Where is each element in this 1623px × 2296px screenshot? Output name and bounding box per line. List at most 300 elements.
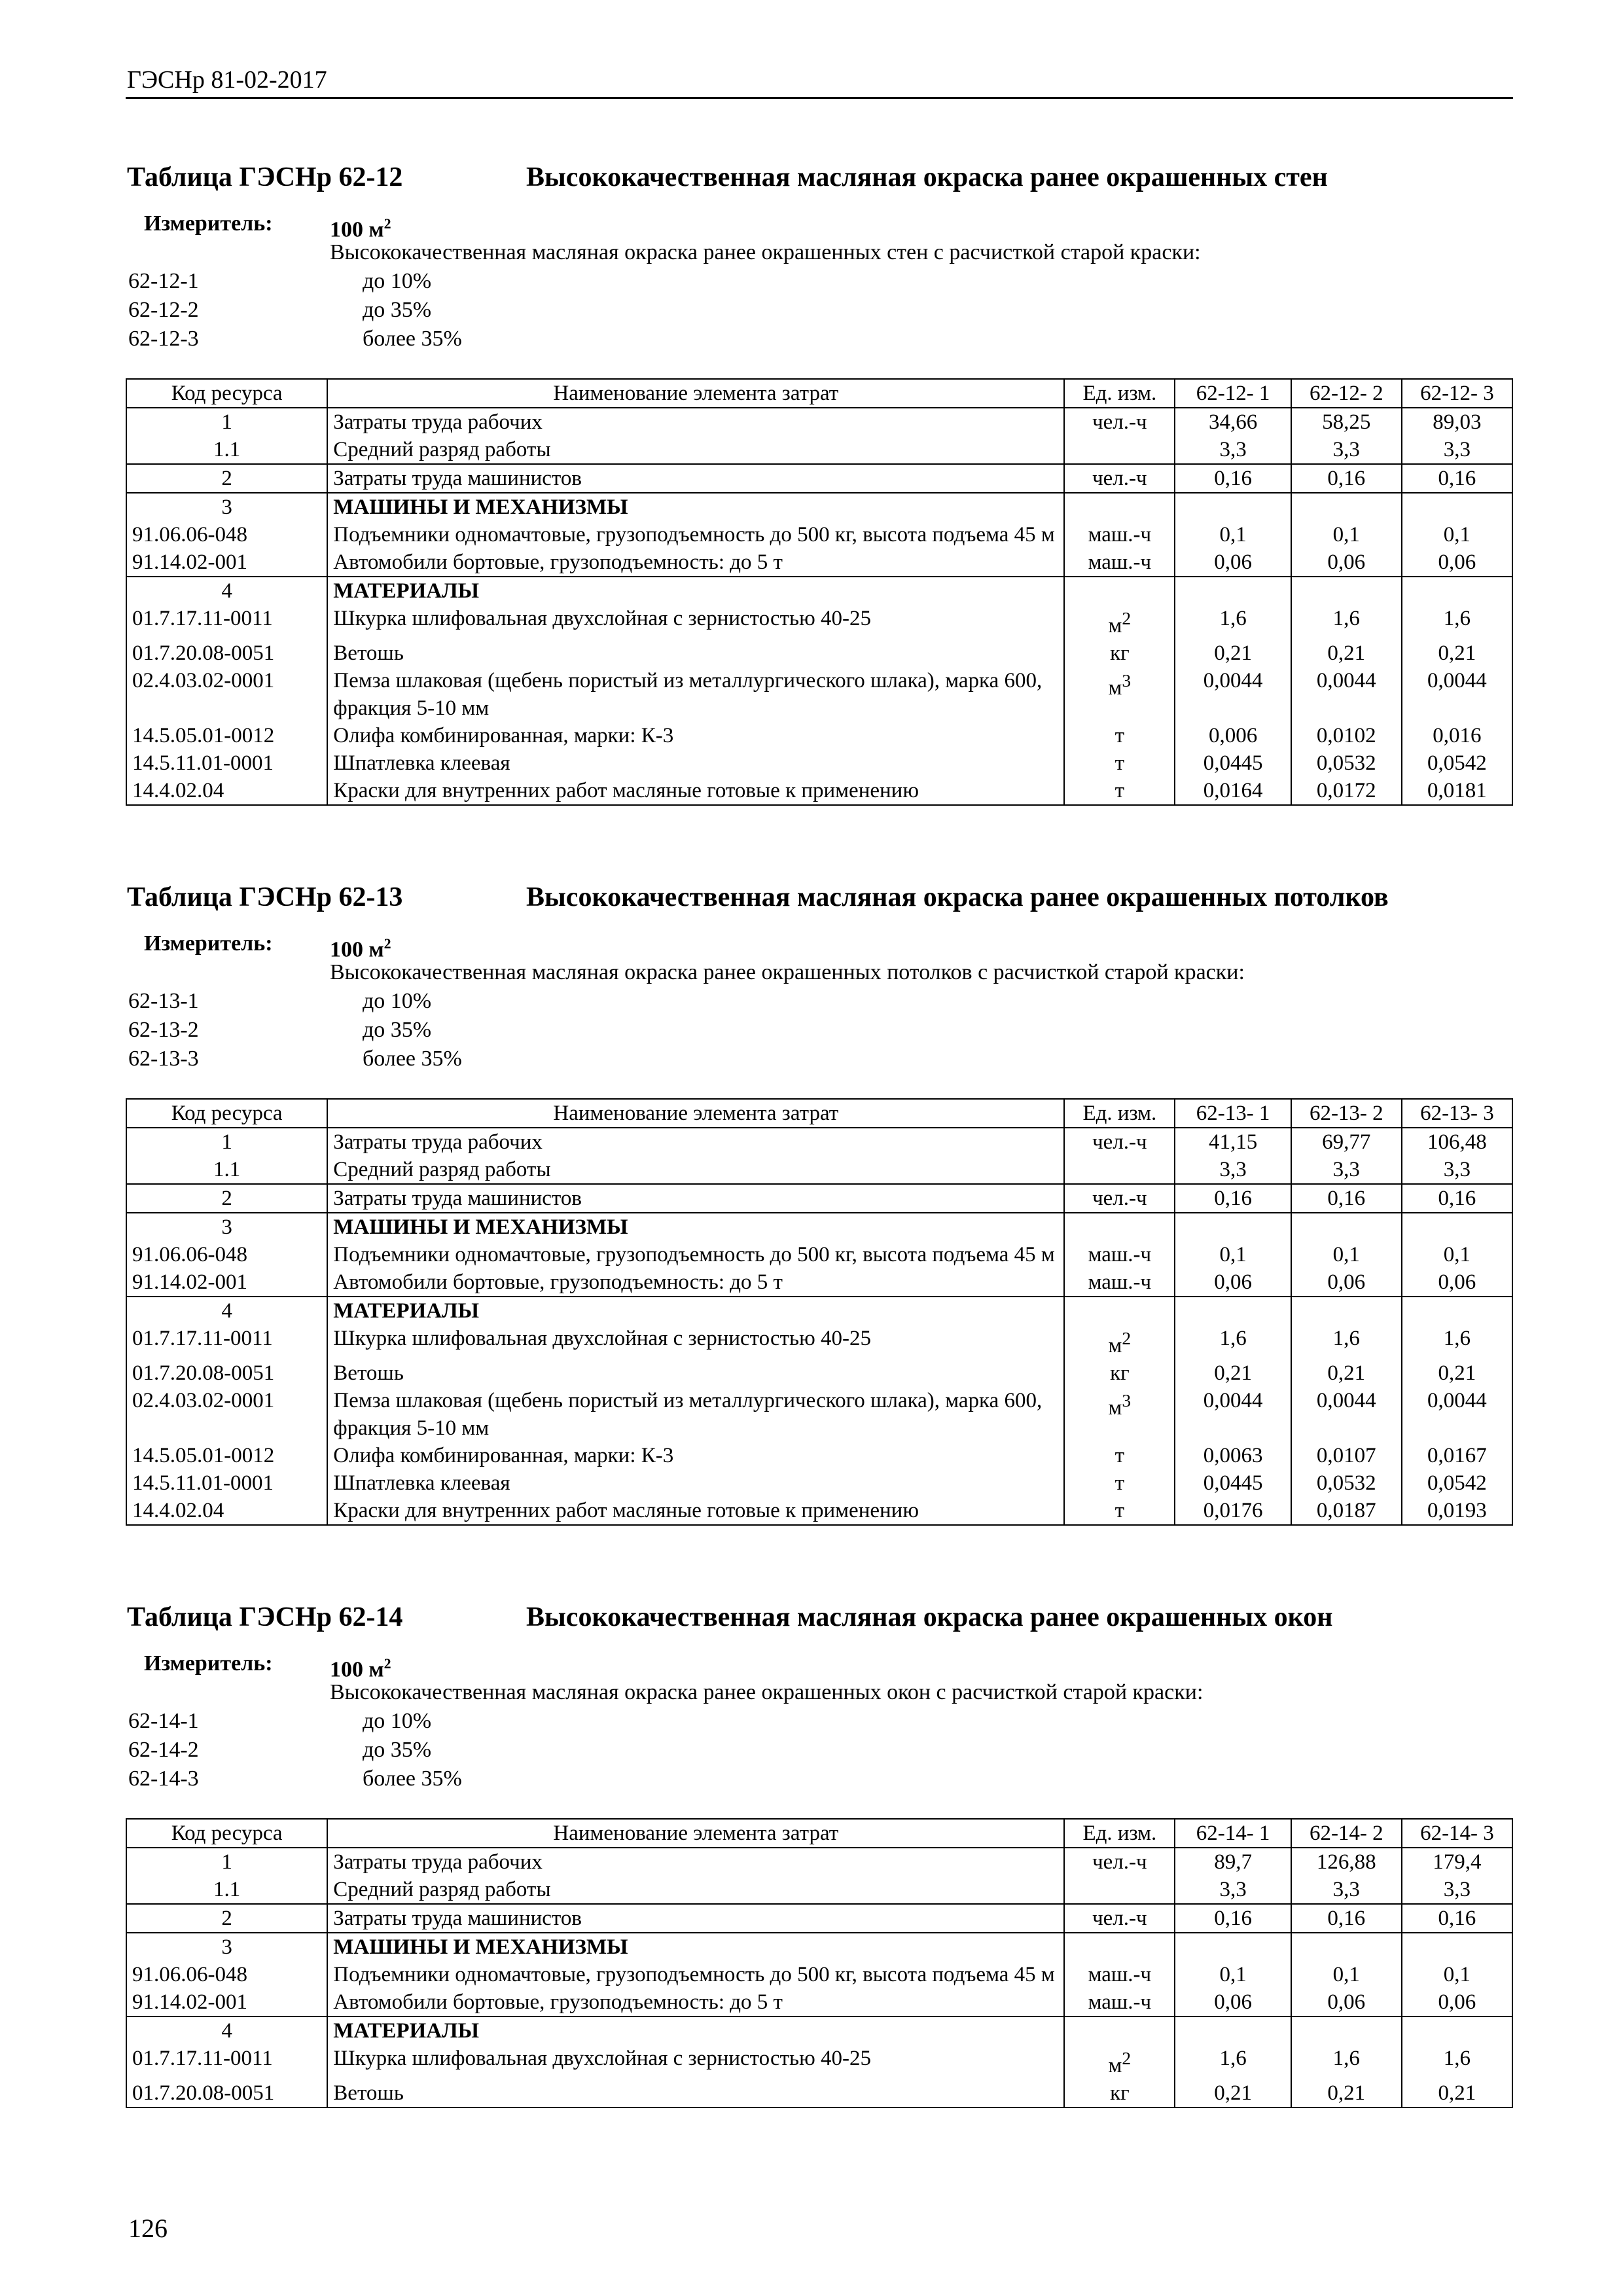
resource-code: 91.14.02-001 <box>126 1268 327 1297</box>
resource-name: Средний разряд работы <box>327 436 1064 464</box>
meter-unit-text: 100 м <box>330 937 384 962</box>
table-section-62-14 <box>126 1594 1513 2108</box>
unit-text: кг <box>1110 2081 1130 2105</box>
resource-code: 02.4.03.02-0001 <box>126 667 327 722</box>
variant-row <box>126 325 1513 353</box>
resource-value <box>1291 1297 1402 1325</box>
resource-name: Олифа комбинированная, марки: К-3 <box>327 722 1064 749</box>
resource-unit <box>1064 1988 1175 2017</box>
resource-value: 0,21 <box>1175 2079 1291 2108</box>
resource-unit <box>1064 2045 1175 2079</box>
resource-value <box>1402 2017 1512 2045</box>
resource-name: Затраты труда машинистов <box>327 1904 1064 1933</box>
resource-name: Затраты труда машинистов <box>327 464 1064 493</box>
col-header-variant: 62-12- 3 <box>1402 379 1512 408</box>
resource-value <box>1175 493 1291 521</box>
resource-value <box>1175 1297 1291 1325</box>
resource-name: Средний разряд работы <box>327 1156 1064 1184</box>
resource-name: Затраты труда рабочих <box>327 408 1064 436</box>
table-row <box>126 722 1512 749</box>
resource-value: 0,0181 <box>1402 777 1512 805</box>
unit-text: маш.-ч <box>1088 1243 1152 1266</box>
table-row <box>126 1184 1512 1213</box>
resource-value: 0,0044 <box>1291 1387 1402 1442</box>
variant-label: до 35% <box>363 298 432 322</box>
resource-code: 02.4.03.02-0001 <box>126 1387 327 1442</box>
resource-value: 0,16 <box>1291 1904 1402 1933</box>
table-row <box>126 436 1512 464</box>
variant-label: до 35% <box>363 1738 432 1762</box>
resource-value: 1,6 <box>1402 605 1512 639</box>
resource-unit <box>1064 777 1175 805</box>
table-heading <box>126 154 1513 200</box>
section-heading: МАШИНЫ И МЕХАНИЗМЫ <box>327 493 1064 521</box>
resource-value <box>1175 2017 1291 2045</box>
resource-unit <box>1064 464 1175 493</box>
resource-name: Затраты труда машинистов <box>327 1184 1064 1213</box>
resource-name: Шкурка шлифовальная двухслойная с зернистостью 40-25 <box>327 1325 1064 1359</box>
resource-value: 89,03 <box>1402 408 1512 436</box>
col-header-variant: 62-14- 2 <box>1291 1819 1402 1848</box>
unit-text: м <box>1108 1334 1122 1357</box>
resource-name: Подъемники одномачтовые, грузоподъемность до 500 кг, высота подъема 45 м <box>327 1961 1064 1988</box>
resource-value: 0,21 <box>1402 639 1512 667</box>
table-title: Высококачественная масляная окраска ранее окрашенных стен <box>526 162 1328 192</box>
table-name: Таблица ГЭСНр 62-13 <box>127 882 403 912</box>
unit-text: м <box>1108 2054 1122 2077</box>
resource-value: 0,0532 <box>1291 749 1402 777</box>
resource-value: 0,006 <box>1175 722 1291 749</box>
col-header-variant: 62-12- 2 <box>1291 379 1402 408</box>
table-row <box>126 1213 1512 1241</box>
section-heading: МАТЕРИАЛЫ <box>327 1297 1064 1325</box>
variant-label: до 35% <box>363 1018 432 1042</box>
resource-unit <box>1064 1933 1175 1961</box>
resource-unit <box>1064 1848 1175 1876</box>
resource-value: 3,3 <box>1175 1156 1291 1184</box>
resource-unit <box>1064 1359 1175 1387</box>
resource-value: 0,21 <box>1402 2079 1512 2108</box>
resource-value: 0,16 <box>1402 1184 1512 1213</box>
resource-value: 0,06 <box>1175 548 1291 577</box>
table-row <box>126 548 1512 577</box>
resource-value <box>1175 1933 1291 1961</box>
col-header-variant: 62-13- 1 <box>1175 1099 1291 1128</box>
table-title: Высококачественная масляная окраска ранее окрашенных потолков <box>526 882 1389 912</box>
resource-value: 3,3 <box>1291 1876 1402 1904</box>
variant-code: 62-13-1 <box>128 989 199 1013</box>
resource-name: Краски для внутренних работ масляные готовые к применению <box>327 777 1064 805</box>
meter-unit-sup: 2 <box>383 215 391 232</box>
resource-value: 0,21 <box>1291 2079 1402 2108</box>
table-row <box>126 408 1512 436</box>
resource-value: 1,6 <box>1291 1325 1402 1359</box>
variant-row <box>126 1016 1513 1045</box>
resource-value: 0,21 <box>1402 1359 1512 1387</box>
unit-text: маш.-ч <box>1088 523 1152 547</box>
resource-value: 1,6 <box>1175 2045 1291 2079</box>
table-row <box>126 1268 1512 1297</box>
resource-code: 2 <box>126 1184 327 1213</box>
resource-unit <box>1064 1904 1175 1933</box>
resource-value: 1,6 <box>1175 605 1291 639</box>
table-row <box>126 521 1512 548</box>
table-section-62-13 <box>126 874 1513 1526</box>
resource-unit <box>1064 605 1175 639</box>
col-header-name: Наименование элемента затрат <box>327 379 1064 408</box>
table-row <box>126 2017 1512 2045</box>
resource-value <box>1291 1213 1402 1241</box>
resource-unit <box>1064 1184 1175 1213</box>
resource-name: Шпатлевка клеевая <box>327 749 1064 777</box>
resource-unit <box>1064 408 1175 436</box>
resource-code: 2 <box>126 464 327 493</box>
unit-text: чел.-ч <box>1092 1907 1147 1930</box>
page-header <box>126 63 1513 99</box>
resource-unit <box>1064 1497 1175 1525</box>
meter-unit-sup: 2 <box>383 1655 391 1672</box>
document-code: ГЭСНр 81-02-2017 <box>127 66 327 94</box>
resource-code: 91.14.02-001 <box>126 1988 327 2017</box>
unit-text: маш.-ч <box>1088 1963 1152 1986</box>
resource-name: Ветошь <box>327 639 1064 667</box>
resource-value <box>1402 1933 1512 1961</box>
resource-table <box>126 378 1513 806</box>
resource-name: Олифа комбинированная, марки: К-3 <box>327 1442 1064 1469</box>
resource-value <box>1402 577 1512 605</box>
resource-unit <box>1064 1213 1175 1241</box>
resource-unit <box>1064 2079 1175 2108</box>
resource-code: 4 <box>126 577 327 605</box>
unit-text: м <box>1108 614 1122 637</box>
resource-value: 0,0542 <box>1402 749 1512 777</box>
resource-name: Шкурка шлифовальная двухслойная с зернистостью 40-25 <box>327 605 1064 639</box>
unit-sup: 3 <box>1122 670 1132 691</box>
resource-value: 0,0044 <box>1402 1387 1512 1442</box>
section-heading: МАШИНЫ И МЕХАНИЗМЫ <box>327 1213 1064 1241</box>
table-row <box>126 2079 1512 2108</box>
unit-text: маш.-ч <box>1088 550 1152 574</box>
table-row <box>126 667 1512 722</box>
work-description: Высококачественная масляная окраска ранее окрашенных потолков с расчисткой старой краски: <box>330 960 1245 984</box>
resource-value: 1,6 <box>1402 2045 1512 2079</box>
table-row <box>126 639 1512 667</box>
col-header-code: Код ресурса <box>126 379 327 408</box>
resource-unit <box>1064 639 1175 667</box>
variant-row <box>126 987 1513 1016</box>
variant-label: до 10% <box>363 269 432 293</box>
resource-value <box>1175 1213 1291 1241</box>
resource-value: 0,1 <box>1402 1241 1512 1268</box>
resource-value: 0,0107 <box>1291 1442 1402 1469</box>
resource-code: 1.1 <box>126 1876 327 1904</box>
resource-name: Затраты труда рабочих <box>327 1848 1064 1876</box>
table-row <box>126 2045 1512 2079</box>
resource-value: 3,3 <box>1175 436 1291 464</box>
table-name: Таблица ГЭСНр 62-12 <box>127 162 403 192</box>
unit-text: м <box>1108 1396 1122 1420</box>
col-header-unit: Ед. изм. <box>1064 1099 1175 1128</box>
col-header-variant: 62-14- 3 <box>1402 1819 1512 1848</box>
resource-name: Пемза шлаковая (щебень пористый из металлургического шлака), марка 600, фракция 5-10 мм <box>327 667 1064 722</box>
meter-block <box>126 1649 1513 1793</box>
resource-code: 14.5.05.01-0012 <box>126 1442 327 1469</box>
resource-unit <box>1064 1268 1175 1297</box>
resource-name: Ветошь <box>327 1359 1064 1387</box>
meter-label: Измеритель: <box>144 931 273 956</box>
resource-value: 0,0176 <box>1175 1497 1291 1525</box>
resource-value <box>1402 1297 1512 1325</box>
resource-unit <box>1064 521 1175 548</box>
meter-unit-text: 100 м <box>330 1657 384 1682</box>
meter-row <box>126 929 1513 962</box>
unit-sup: 2 <box>1122 1328 1132 1348</box>
resource-value: 0,0187 <box>1291 1497 1402 1525</box>
table-row <box>126 1325 1512 1359</box>
variant-code: 62-12-3 <box>128 327 199 351</box>
resource-unit <box>1064 1387 1175 1442</box>
resource-value: 0,0044 <box>1402 667 1512 722</box>
variant-row <box>126 1045 1513 1073</box>
variant-code: 62-12-1 <box>128 269 199 293</box>
resource-unit <box>1064 1961 1175 1988</box>
table-row <box>126 577 1512 605</box>
meter-label: Измеритель: <box>144 211 273 236</box>
unit-text: т <box>1115 751 1125 775</box>
table-row <box>126 749 1512 777</box>
resource-unit <box>1064 1469 1175 1497</box>
variant-label: до 10% <box>363 1709 432 1733</box>
table-row <box>126 1961 1512 1988</box>
unit-text: т <box>1115 779 1125 802</box>
resource-code: 14.5.11.01-0001 <box>126 1469 327 1497</box>
resource-value: 0,06 <box>1402 548 1512 577</box>
resource-code: 91.06.06-048 <box>126 1961 327 1988</box>
table-row <box>126 1848 1512 1876</box>
resource-name: Затраты труда рабочих <box>327 1128 1064 1156</box>
resource-value: 0,1 <box>1291 1241 1402 1268</box>
variant-code: 62-12-2 <box>128 298 199 322</box>
resource-name: Автомобили бортовые, грузоподъемность: до 5 т <box>327 1268 1064 1297</box>
resource-value: 0,06 <box>1402 1268 1512 1297</box>
resource-value: 3,3 <box>1291 436 1402 464</box>
resource-value: 3,3 <box>1402 436 1512 464</box>
variant-row <box>126 1765 1513 1793</box>
resource-unit <box>1064 548 1175 577</box>
resource-value: 0,16 <box>1402 464 1512 493</box>
resource-value: 0,16 <box>1402 1904 1512 1933</box>
resource-name: Шпатлевка клеевая <box>327 1469 1064 1497</box>
table-row <box>126 1876 1512 1904</box>
resource-code: 1.1 <box>126 1156 327 1184</box>
resource-code: 91.06.06-048 <box>126 1241 327 1268</box>
resource-code: 14.5.11.01-0001 <box>126 749 327 777</box>
resource-code: 01.7.17.11-0011 <box>126 1325 327 1359</box>
table-row <box>126 1904 1512 1933</box>
meter-unit-text: 100 м <box>330 217 384 242</box>
resource-code: 3 <box>126 1933 327 1961</box>
resource-code: 1 <box>126 1848 327 1876</box>
resource-code: 3 <box>126 1213 327 1241</box>
variant-label: более 35% <box>363 327 462 351</box>
resource-value: 0,0172 <box>1291 777 1402 805</box>
resource-value: 0,21 <box>1291 639 1402 667</box>
resource-code: 1 <box>126 408 327 436</box>
table-row <box>126 1442 1512 1469</box>
resource-value: 0,1 <box>1402 521 1512 548</box>
unit-text: т <box>1115 724 1125 747</box>
resource-value: 0,0044 <box>1175 667 1291 722</box>
resource-value: 0,0063 <box>1175 1442 1291 1469</box>
variant-code: 62-13-3 <box>128 1047 199 1071</box>
resource-unit <box>1064 749 1175 777</box>
meter-row <box>126 1649 1513 1682</box>
resource-value: 69,77 <box>1291 1128 1402 1156</box>
col-header-variant: 62-14- 1 <box>1175 1819 1291 1848</box>
resource-value: 0,016 <box>1402 722 1512 749</box>
resource-code: 1.1 <box>126 436 327 464</box>
meter-label: Измеритель: <box>144 1651 273 1676</box>
variant-row <box>126 267 1513 296</box>
table-section-62-12 <box>126 154 1513 806</box>
resource-value: 58,25 <box>1291 408 1402 436</box>
variant-label: более 35% <box>363 1047 462 1071</box>
work-description: Высококачественная масляная окраска ранее окрашенных стен с расчисткой старой краски: <box>330 240 1201 264</box>
resource-value <box>1291 577 1402 605</box>
unit-text: чел.-ч <box>1092 1850 1147 1874</box>
resource-value: 0,1 <box>1291 1961 1402 1988</box>
resource-value: 1,6 <box>1175 1325 1291 1359</box>
resource-name: Средний разряд работы <box>327 1876 1064 1904</box>
resource-name: Автомобили бортовые, грузоподъемность: до 5 т <box>327 1988 1064 2017</box>
resource-value: 0,06 <box>1175 1988 1291 2017</box>
table-row <box>126 464 1512 493</box>
variant-row <box>126 296 1513 325</box>
resource-value: 3,3 <box>1175 1876 1291 1904</box>
resource-unit <box>1064 577 1175 605</box>
col-header-variant: 62-13- 3 <box>1402 1099 1512 1128</box>
resource-name: Пемза шлаковая (щебень пористый из металлургического шлака), марка 600, фракция 5-10 мм <box>327 1387 1064 1442</box>
resource-value: 0,0445 <box>1175 1469 1291 1497</box>
table-row <box>126 1297 1512 1325</box>
resource-unit <box>1064 1325 1175 1359</box>
resource-value: 3,3 <box>1402 1156 1512 1184</box>
unit-text: чел.-ч <box>1092 1130 1147 1154</box>
resource-value: 0,06 <box>1175 1268 1291 1297</box>
resource-unit <box>1064 667 1175 722</box>
resource-value: 0,1 <box>1291 521 1402 548</box>
resource-unit <box>1064 722 1175 749</box>
table-row <box>126 1156 1512 1184</box>
unit-text: чел.-ч <box>1092 410 1147 434</box>
resource-value: 0,0044 <box>1291 667 1402 722</box>
resource-unit <box>1064 1128 1175 1156</box>
resource-name: Подъемники одномачтовые, грузоподъемность до 500 кг, высота подъема 45 м <box>327 1241 1064 1268</box>
resource-value: 0,1 <box>1402 1961 1512 1988</box>
table-row <box>126 1497 1512 1525</box>
unit-text: т <box>1115 1499 1125 1522</box>
resource-unit <box>1064 2017 1175 2045</box>
resource-value: 0,0445 <box>1175 749 1291 777</box>
resource-value: 0,06 <box>1402 1988 1512 2017</box>
work-description: Высококачественная масляная окраска ранее окрашенных окон с расчисткой старой краски: <box>330 1680 1204 1704</box>
meter-block <box>126 209 1513 353</box>
variant-row <box>126 1736 1513 1765</box>
resource-value: 0,21 <box>1175 639 1291 667</box>
resource-code: 4 <box>126 2017 327 2045</box>
table-row <box>126 1128 1512 1156</box>
table-row <box>126 1988 1512 2017</box>
unit-text: чел.-ч <box>1092 467 1147 490</box>
resource-value: 0,06 <box>1291 1268 1402 1297</box>
resource-value: 106,48 <box>1402 1128 1512 1156</box>
resource-value <box>1291 493 1402 521</box>
resource-unit <box>1064 1442 1175 1469</box>
unit-text: маш.-ч <box>1088 1990 1152 2014</box>
resource-value: 0,0102 <box>1291 722 1402 749</box>
resource-value: 89,7 <box>1175 1848 1291 1876</box>
col-header-unit: Ед. изм. <box>1064 379 1175 408</box>
resource-value: 1,6 <box>1291 2045 1402 2079</box>
resource-code: 01.7.20.08-0051 <box>126 639 327 667</box>
resource-value <box>1291 2017 1402 2045</box>
section-heading: МАШИНЫ И МЕХАНИЗМЫ <box>327 1933 1064 1961</box>
col-header-variant: 62-13- 2 <box>1291 1099 1402 1128</box>
table-title: Высококачественная масляная окраска ранее окрашенных окон <box>526 1602 1333 1632</box>
resource-code: 01.7.17.11-0011 <box>126 2045 327 2079</box>
col-header-unit: Ед. изм. <box>1064 1819 1175 1848</box>
resource-value: 1,6 <box>1291 605 1402 639</box>
col-header-code: Код ресурса <box>126 1099 327 1128</box>
col-header-variant: 62-12- 1 <box>1175 379 1291 408</box>
resource-value: 41,15 <box>1175 1128 1291 1156</box>
resource-unit <box>1064 1876 1175 1904</box>
meter-row <box>126 209 1513 242</box>
unit-sup: 2 <box>1122 608 1132 628</box>
page-number: 126 <box>128 2214 168 2243</box>
resource-code: 01.7.20.08-0051 <box>126 1359 327 1387</box>
resource-value <box>1402 1213 1512 1241</box>
resource-code: 91.14.02-001 <box>126 548 327 577</box>
resource-value: 0,1 <box>1175 1961 1291 1988</box>
meter-unit-sup: 2 <box>383 935 391 952</box>
unit-text: м <box>1108 676 1122 700</box>
variant-code: 62-14-1 <box>128 1709 199 1733</box>
resource-value: 0,0542 <box>1402 1469 1512 1497</box>
unit-text: т <box>1115 1471 1125 1495</box>
resource-name: Подъемники одномачтовые, грузоподъемность до 500 кг, высота подъема 45 м <box>327 521 1064 548</box>
variant-code: 62-14-2 <box>128 1738 199 1762</box>
resource-code: 1 <box>126 1128 327 1156</box>
unit-text: кг <box>1110 1361 1130 1385</box>
resource-unit <box>1064 1297 1175 1325</box>
variant-label: более 35% <box>363 1767 462 1791</box>
resource-code: 14.5.05.01-0012 <box>126 722 327 749</box>
resource-value: 3,3 <box>1291 1156 1402 1184</box>
col-header-code: Код ресурса <box>126 1819 327 1848</box>
resource-value <box>1402 493 1512 521</box>
resource-value: 0,06 <box>1291 548 1402 577</box>
resource-unit <box>1064 1241 1175 1268</box>
resource-value <box>1175 577 1291 605</box>
resource-code: 91.06.06-048 <box>126 521 327 548</box>
table-row <box>126 1359 1512 1387</box>
table-header-row <box>126 379 1512 408</box>
unit-text: чел.-ч <box>1092 1187 1147 1210</box>
unit-text: маш.-ч <box>1088 1270 1152 1294</box>
col-header-name: Наименование элемента затрат <box>327 1099 1064 1128</box>
meter-block <box>126 929 1513 1073</box>
